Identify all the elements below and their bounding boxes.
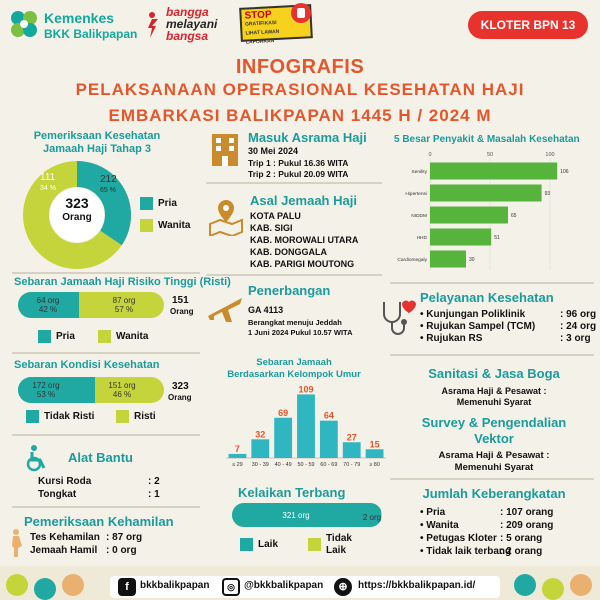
bangga-logo xyxy=(166,6,217,42)
divider xyxy=(12,506,200,508)
donut-pria-pct: 34 % xyxy=(40,185,56,192)
alat-item-value: : 1 xyxy=(148,489,160,500)
decor-shape xyxy=(570,574,592,596)
bangga-line1: bangga xyxy=(166,5,209,19)
pelayanan-item: • Rujukan RS xyxy=(420,333,483,344)
disease-bar-value: 65 xyxy=(511,213,517,219)
jumlah-item-label: Wanita xyxy=(426,520,459,531)
stop-sub2: LIHAT LAWAN LAPORKAN xyxy=(245,28,280,46)
kelaikan-tidak-count: 2 org xyxy=(362,513,382,522)
risti-legend-wanita-swatch xyxy=(98,330,111,343)
age-tick-label: ≤ 29 xyxy=(232,462,243,468)
risti-title: Sebaran Jamaah Haji Risiko Tinggi (Risti) xyxy=(14,276,231,288)
disease-bar xyxy=(430,207,508,224)
risti-legend-pria: Pria xyxy=(56,331,75,342)
website-link[interactable]: https://bkkbalikpapan.id/ xyxy=(358,580,476,591)
disease-bar xyxy=(430,185,542,202)
risti-right-count: 87 org xyxy=(112,296,136,305)
penyakit-title: 5 Besar Penyakit & Masalah Kesehatan xyxy=(394,134,580,145)
risti-right-pct: 57 % xyxy=(114,305,134,314)
kondisi-legend-tidak-swatch xyxy=(26,410,39,423)
org-name: Kemenkes xyxy=(44,10,115,26)
pelayanan-item: • Rujukan Sampel (TCM) xyxy=(420,321,536,332)
x-tick-label: 50 xyxy=(486,152,494,158)
risti-left-count: 64 org xyxy=(36,296,60,305)
age-tick-label: 70 - 79 xyxy=(343,462,361,468)
kondisi-legend-risti-swatch xyxy=(116,410,129,423)
kehamilan-item-value: : 0 org xyxy=(106,545,137,556)
kelaikan-legend-tidak xyxy=(326,533,352,557)
age-bar-value: 69 xyxy=(278,407,289,418)
pelayanan-item-label: Rujukan Sampel (TCM) xyxy=(426,321,536,332)
pelayanan-item-value: : 3 org xyxy=(560,333,591,344)
kondisi-left-pct: 53 % xyxy=(36,390,56,399)
asal-item: KOTA PALU xyxy=(250,211,301,221)
donut-total: 323 xyxy=(65,195,89,211)
instagram-icon[interactable]: ◎ xyxy=(222,578,240,596)
decor-shape xyxy=(514,574,536,596)
jumlah-item: • Wanita xyxy=(420,520,459,531)
disease-bar-chart xyxy=(394,148,570,276)
pemeriksaan-title-l1: Pemeriksaan Kesehatan xyxy=(33,130,161,142)
asal-item: KAB. PARIGI MOUTONG xyxy=(250,259,355,269)
jumlah-item: • Pria xyxy=(420,507,446,518)
decor-shape xyxy=(62,574,84,596)
age-bar-value: 7 xyxy=(234,443,240,454)
divider xyxy=(12,352,200,354)
jumlah-item-value: : 2 orang xyxy=(500,546,543,557)
kelaikan-legend-tidak-swatch xyxy=(308,538,321,551)
kelaikan-tidak-l1: Tidak xyxy=(326,533,352,544)
globe-icon[interactable]: ⊕ xyxy=(334,578,352,596)
kondisi-total: 323 xyxy=(172,381,189,392)
stop-title: STOP xyxy=(244,9,272,22)
disease-category-label: Senility xyxy=(411,170,427,175)
asrama-trip2: Trip 2 : Pukul 20.09 WITA xyxy=(248,169,349,179)
age-bar-value: 109 xyxy=(298,384,314,395)
pelayanan-title: Pelayanan Kesehatan xyxy=(420,290,554,305)
divider xyxy=(390,478,594,480)
disease-category-label: NIDDM xyxy=(411,214,427,219)
x-tick-label: 100 xyxy=(545,152,555,158)
disease-category-label: Hipertensi xyxy=(405,192,427,197)
sanitasi-line1: Asrama Haji & Pesawat : xyxy=(441,386,547,396)
age-tick-label: 40 - 49 xyxy=(274,462,292,468)
age-bar-value: 27 xyxy=(346,432,357,443)
divider xyxy=(390,354,594,356)
decor-shape xyxy=(6,574,28,596)
wheelchair-icon xyxy=(24,444,50,472)
risti-total-unit: Orang xyxy=(170,307,194,316)
kondisi-total-unit: Orang xyxy=(168,393,192,402)
jumlah-item-label: Pria xyxy=(426,507,446,518)
disease-bar xyxy=(430,229,491,246)
kondisi-right-count: 151 org xyxy=(108,381,136,390)
kehamilan-title: Pemeriksaan Kehamilan xyxy=(24,514,174,529)
donut-wanita-pct: 65 % xyxy=(100,187,116,194)
alat-item-label: Kursi Roda xyxy=(38,476,92,487)
jumlah-item-value: : 107 orang xyxy=(500,507,554,518)
age-bar xyxy=(251,439,269,458)
alat-bantu-title: Alat Bantu xyxy=(68,450,133,465)
sanitasi-line2: Memenuhi Syarat xyxy=(456,397,532,407)
disease-bar-value: 106 xyxy=(560,169,569,175)
disease-bar-value: 93 xyxy=(544,191,551,197)
asal-item: KAB. DONGGALA xyxy=(250,247,327,257)
title-line3: EMBARKASI BALIKPAPAN 1445 H / 2024 M xyxy=(108,106,492,125)
stop-hand-icon xyxy=(290,2,312,24)
pelayanan-item-label: Kunjungan Poliklinik xyxy=(426,309,526,320)
asrama-title: Masuk Asrama Haji xyxy=(248,130,367,145)
survey-title-l1: Survey & Pengendalian xyxy=(421,415,567,430)
bangga-figure-icon xyxy=(146,10,164,40)
kelaikan-legend-laik: Laik xyxy=(258,539,279,550)
kelaikan-legend-laik-swatch xyxy=(240,538,253,551)
asrama-date: 30 Mei 2024 xyxy=(248,146,299,156)
instagram-link[interactable]: @bkkbalikpapan xyxy=(244,580,324,591)
disease-bar-value: 51 xyxy=(494,235,500,241)
title-line2: PELAKSANAAN OPERASIONAL KESEHATAN HAJI xyxy=(75,80,525,99)
survey-title-l2: Vektor xyxy=(474,431,514,446)
age-bar-value: 15 xyxy=(369,439,380,450)
alat-item-label: Tongkat xyxy=(38,489,77,500)
facebook-link[interactable]: bkkbalikpapan xyxy=(140,580,210,591)
asrama-trip1: Trip 1 : Pukul 16.36 WITA xyxy=(248,158,349,168)
kondisi-left-label xyxy=(24,381,68,399)
risti-right-label xyxy=(104,296,144,314)
legend-wanita-label: Wanita xyxy=(158,220,191,231)
risti-legend-pria-swatch xyxy=(38,330,51,343)
donut-total-unit: Orang xyxy=(62,212,92,223)
org-sub: BKK Balikpapan xyxy=(44,27,138,41)
asal-item: KAB. SIGI xyxy=(250,223,293,233)
age-tick-label: 60 - 69 xyxy=(320,462,338,468)
x-tick-label: 0 xyxy=(428,152,432,158)
kondisi-title: Sebaran Kondisi Kesehatan xyxy=(14,359,160,371)
stop-sub: GRATIFIKASI xyxy=(244,19,277,28)
alat-item-value: : 2 xyxy=(148,476,160,487)
kloter-badge: KLOTER BPN 13 xyxy=(468,11,588,39)
jumlah-title: Jumlah Keberangkatan xyxy=(422,486,566,501)
jumlah-item-label: Petugas Kloter xyxy=(426,533,497,544)
divider xyxy=(12,434,200,436)
penerbangan-title: Penerbangan xyxy=(248,283,331,298)
asal-title: Asal Jemaah Haji xyxy=(250,193,357,208)
divider xyxy=(206,274,382,276)
age-bar xyxy=(297,394,315,458)
pemeriksaan-title-l2: Jamaah Haji Tahap 3 xyxy=(42,143,151,155)
airplane-icon xyxy=(206,294,244,324)
survey-title xyxy=(404,415,584,447)
bangga-line2: melayani xyxy=(166,17,218,31)
bangga-line3: bangsa xyxy=(166,29,209,43)
jumlah-item-value: : 5 orang xyxy=(500,533,543,544)
age-bar xyxy=(343,442,361,458)
map-location-icon xyxy=(206,196,246,236)
risti-legend-wanita: Wanita xyxy=(116,331,149,342)
sanitasi-title: Sanitasi & Jasa Boga xyxy=(428,366,560,381)
age-bar xyxy=(274,418,292,458)
age-tick-label: 50 - 59 xyxy=(297,462,315,468)
disease-bar xyxy=(430,163,557,180)
disease-bar xyxy=(430,251,466,268)
divider xyxy=(12,272,200,274)
survey-line2: Memenuhi Syarat xyxy=(454,462,534,473)
kehamilan-item-label: Jemaah Hamil xyxy=(30,545,98,556)
kelaikan-tidak-l2: Laik xyxy=(326,545,347,556)
pelayanan-item-value: : 96 org xyxy=(560,309,597,320)
age-bar xyxy=(366,449,384,458)
age-bar xyxy=(320,421,338,458)
pelayanan-item-label: Rujukan RS xyxy=(426,333,483,344)
kondisi-right-label xyxy=(100,381,144,399)
kondisi-left-count: 172 org xyxy=(32,381,60,390)
pemeriksaan-title xyxy=(22,130,172,156)
age-bar xyxy=(229,454,247,458)
legend-pria-label: Pria xyxy=(158,198,177,209)
age-tick-label: 30 - 39 xyxy=(251,462,269,468)
divider xyxy=(390,282,594,284)
kelaikan-title: Kelaikan Terbang xyxy=(238,485,346,500)
age-bar-value: 64 xyxy=(323,410,334,421)
umur-title-l1: Sebaran Jamaah xyxy=(256,357,332,368)
disease-category-label: HHD xyxy=(416,236,427,241)
risti-total: 151 xyxy=(172,295,189,306)
age-bar-value: 32 xyxy=(255,429,266,440)
jumlah-item-label: Tidak laik terbang xyxy=(426,546,512,557)
legend-pria-swatch xyxy=(140,197,153,210)
decor-shape xyxy=(542,578,564,600)
disease-category-label: Cardiomegaly xyxy=(397,258,427,263)
building-icon xyxy=(210,132,240,168)
flight-line1: Berangkat menuju Jeddah xyxy=(248,318,342,327)
jumlah-item: • Petugas Kloter xyxy=(420,533,497,544)
kemenkes-logo-icon xyxy=(8,8,40,40)
age-bar-chart xyxy=(226,380,386,470)
legend-wanita-swatch xyxy=(140,219,153,232)
survey-line1: Asrama Haji & Pesawat : xyxy=(438,450,550,461)
umur-title xyxy=(206,357,382,381)
kondisi-right-pct: 46 % xyxy=(112,390,132,399)
decor-shape xyxy=(34,578,56,600)
kondisi-legend-risti: Risti xyxy=(134,411,156,422)
kondisi-legend-tidak: Tidak Risti xyxy=(44,411,95,422)
donut-pria-count: 111 xyxy=(40,172,56,183)
divider xyxy=(206,182,382,184)
risti-left-pct: 42 % xyxy=(38,305,58,314)
flight-line2: 1 Juni 2024 Pukul 10.57 WITA xyxy=(248,328,353,337)
stethoscope-heart-icon xyxy=(376,296,416,336)
asal-item: KAB. MOROWALI UTARA xyxy=(250,235,359,245)
facebook-icon[interactable]: f xyxy=(118,578,136,596)
pelayanan-item-value: : 24 org xyxy=(560,321,597,332)
kelaikan-laik-count: 321 org xyxy=(282,511,310,520)
kehamilan-item-label: Tes Kehamilan xyxy=(30,532,100,543)
flight-number: GA 4113 xyxy=(248,305,284,315)
umur-title-l2: Berdasarkan Kelompok Umur xyxy=(227,369,361,380)
jumlah-item-value: : 209 orang xyxy=(500,520,554,531)
donut-wanita-count: 212 xyxy=(100,174,117,185)
pelayanan-item: • Kunjungan Poliklinik xyxy=(420,309,526,320)
disease-bar-value: 30 xyxy=(469,257,475,263)
jumlah-item: • Tidak laik terbang xyxy=(420,546,512,557)
pregnant-icon xyxy=(8,528,24,558)
age-tick-label: ≥ 80 xyxy=(369,462,380,468)
risti-left-label xyxy=(28,296,68,314)
kehamilan-item-value: : 87 org xyxy=(106,532,143,543)
title-infografis: INFOGRAFIS xyxy=(235,56,365,78)
